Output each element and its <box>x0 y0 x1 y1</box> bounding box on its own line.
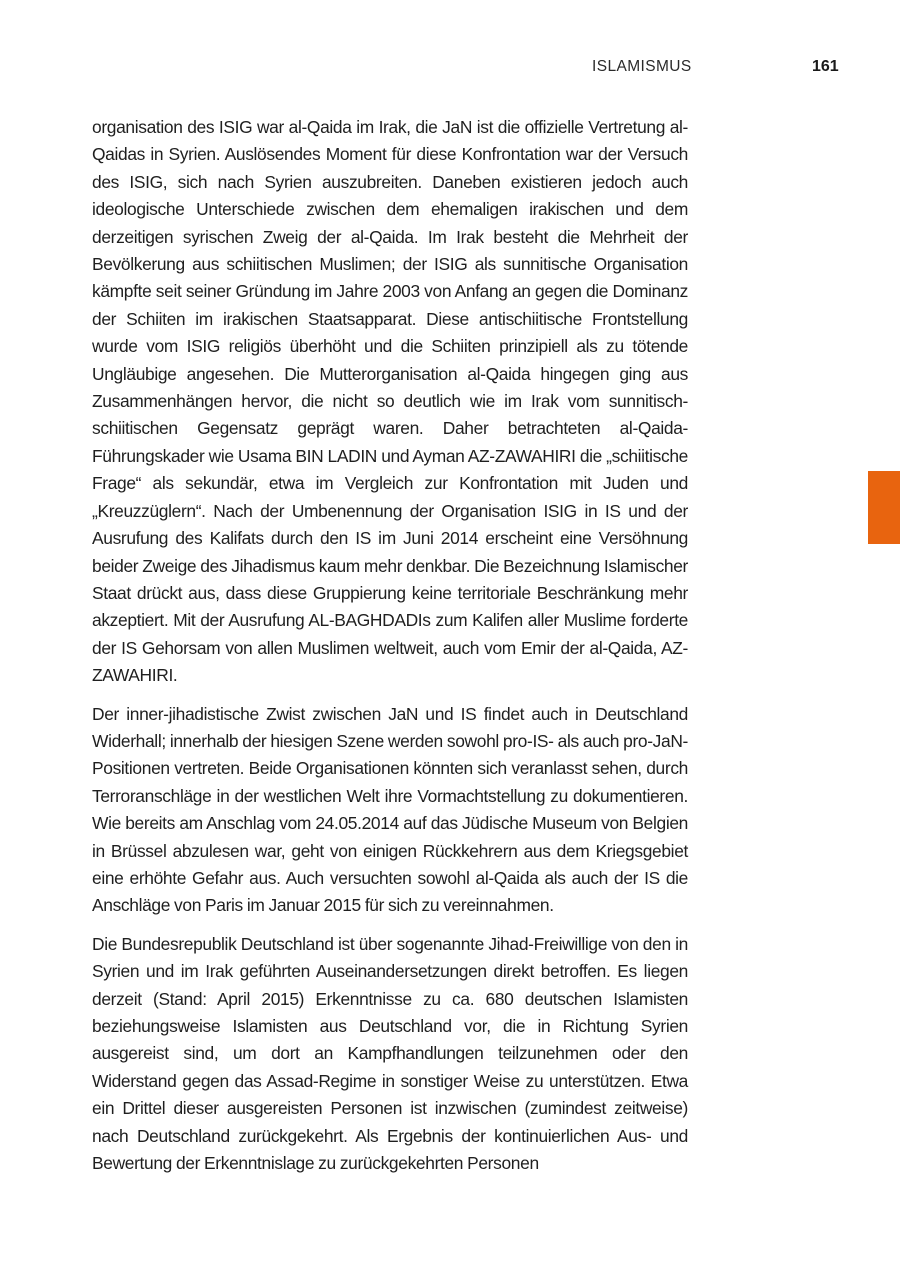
body-text <box>92 114 688 1188</box>
paragraph-3: Die Bundesrepublik Deutschland ist über sogenannte Jihad-Freiwillige von den in Syrien und im Irak geführten Auseinandersetzungen direkt betroffen. Es liegen derzeit (Stand: April 2015) Erkenntnisse zu ca. 680 deutschen Islamisten beziehungsweise Islamisten aus Deutschland vor, die in Richtung Syrien ausgereist sind, um dort an Kampfhandlungen teilzunehmen oder den Widerstand gegen das Assad-Regime in sonstiger Weise zu unterstützen. Etwa ein Drittel dieser ausgereisten Personen ist inzwischen (zumindest zeitweise) nach Deutschland zurückgekehrt. Als Ergebnis der kontinuierlichen Aus- und Bewertung der Erkenntnislage zu zurückgekehrten Personen <box>92 933 688 1174</box>
paragraph-1: organisation des ISIG war al-Qaida im Irak, die JaN ist die offizielle Vertretung al-Qaidas in Syrien. Auslösendes Moment für diese Konfrontation war der Versuch des ISIG, sich nach Syrien auszubreiten. Daneben existieren jedoch auch ideologische Unterschiede zwischen dem ehemaligen irakischen und dem derzeitigen syrischen Zweig der al-Qaida. Im Irak besteht die Mehrheit der Bevölkerung aus schiitischen Muslimen; der ISIG als sunnitische Organisation kämpfte seit seiner Gründung im Jahre 2003 von Anfang an gegen die Dominanz der Schiiten im irakischen Staatsapparat. Diese antischiitische Frontstellung wurde vom ISIG religiös überhöht und die Schiiten prinzipiell als zu tötende Ungläubige angesehen. Die Mutterorganisation al-Qaida hingegen ging aus Zusammenhängen hervor, die nicht so deutlich wie im Irak vom sunnitisch-schiitischen Gegensatz geprägt waren. Daher betrachteten al-Qaida-Führungskader wie Usama BIN LADIN und Ayman AZ-ZAWAHIRI die „schiitische Frage“ als sekundär, etwa im Vergleich zur Konfrontation mit Juden und „Kreuzzüglern“. Nach der Umbenennung der Organisation ISIG in IS und der Ausrufung des Kalifats durch den IS im Juni 2014 erscheint eine Versöhnung beider Zweige des Jihadismus kaum mehr denkbar. Die Bezeichnung Islamischer Staat drückt aus, dass diese Gruppierung keine territoriale Beschränkung mehr akzeptiert. Mit der Ausrufung AL-BAGHDADIs zum Kalifen aller Muslime forderte der IS Gehorsam von allen Muslimen weltweit, auch vom Emir der al-Qaida, AZ-ZAWAHIRI. <box>92 117 688 686</box>
section-title: ISLAMISMUS <box>592 58 692 75</box>
chapter-thumb-tab <box>868 471 900 544</box>
running-head <box>0 58 900 80</box>
page-number: 161 <box>812 58 839 75</box>
paragraph-2: Der inner-jihadistische Zwist zwischen JaN und IS findet auch in Deutschland Widerhall; innerhalb der hiesigen Szene werden sowohl pro-IS- als auch pro-JaN-Positionen vertreten. Beide Organisationen könnten sich veranlasst sehen, durch Terroranschläge in der westlichen Welt ihre Vormachtstellung zu dokumentieren. Wie bereits am Anschlag vom 24.05.2014 auf das Jüdische Museum von Belgien in Brüssel abzulesen war, geht von einigen Rückkehrern aus dem Kriegsgebiet eine erhöhte Gefahr aus. Auch versuchten sowohl al-Qaida als auch der IS die Anschläge von Paris im Januar 2015 für sich zu vereinnahmen. <box>92 703 688 916</box>
